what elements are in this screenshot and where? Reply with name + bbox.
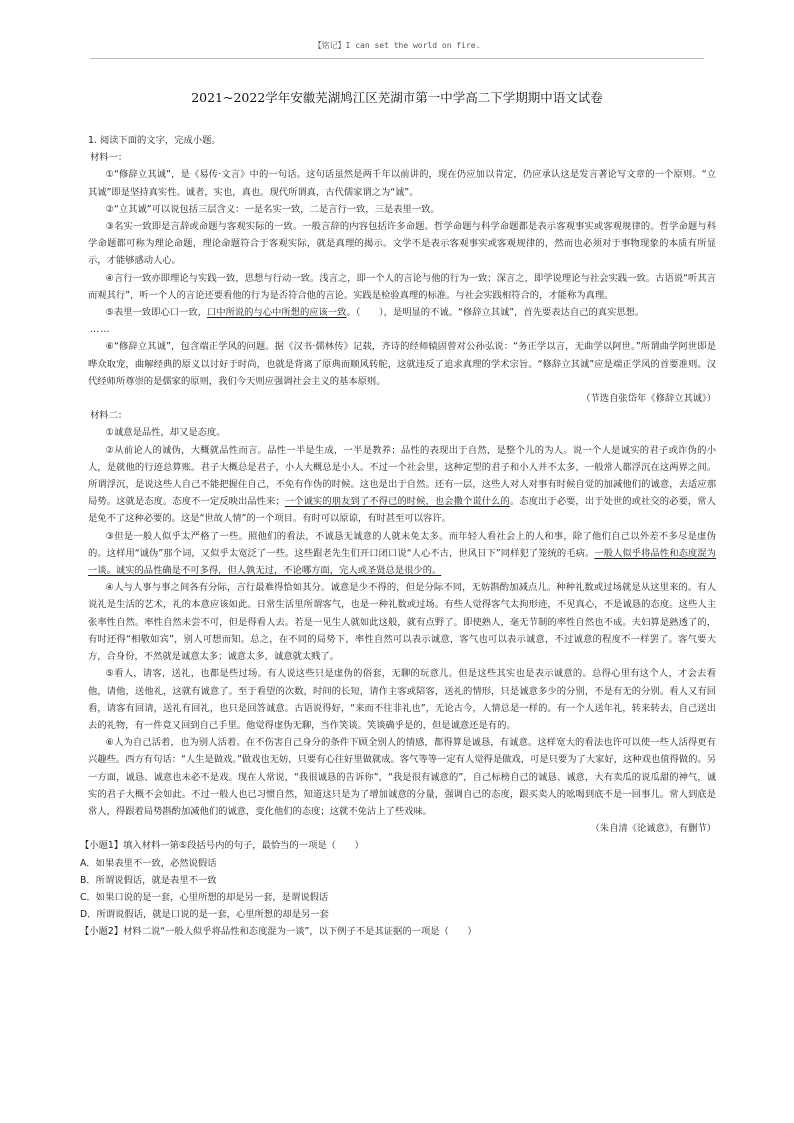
m2p3-text-a: ③但是一般人似乎太严格了一些。照他们的看法，不诚恳无诚意的人就未免太多。而年轻人看社会上的人和事，除了他们自己以外差不多尽是虚伪的。这样用“诚伪”那个词，又似乎太宽泛了一些。这些跟老先生们开口闭口说“人心不古，世风日下”同样犯了笼统的毛病。	[88, 530, 716, 559]
question-1: 【小题1】填入材料一第⑤段括号内的句子，最恰当的一项是（ ）	[80, 840, 364, 852]
material2-paragraph-4: ④人与人事与事之间各有分际，言行最难得恰如其分。诚意是少不得的，但是分际不同，无妨斟酌加减点儿。种种礼数或过场就是从这里来的。有人说礼是生活的艺术，礼的本意应该如此。日常生活里所谓客气，也是一种礼数或过场。有些人觉得客气太拘形迹，不见真心，不是诚恳的态度。这些人主张率性自然。率性自然未尝不可，但是得看人去。若是一见生人就如此这般，就有点野了。即使熟人，毫无节制的率性自然也不成。夫妇算是熟透了的，有时还得“相敬如宾”，别人可想而知。总之，在不同的局势下，率性自然可以表示诚意，客气也可以表示诚意，不过诚意的程度不一样罢了。客气要大方，合身份，不然就是诚意太多；诚意太多，诚意就太贱了。	[88, 582, 716, 663]
material2-paragraph-3	[88, 528, 716, 580]
material1-label: 材料一：	[90, 152, 128, 164]
material2-paragraph-5: ⑤看人，请客，送礼，也都是些过场。有人说这些只是虚伪的俗套，无聊的玩意儿。但是这些其实也是表示诚意的。总得心里有这个人，才会去看他，请他，送他礼，这就有诚意了。至于看望的次数，时间的长短，请作主客或陪客，送礼的情形，只是诚意多少的分别，不是有无的分别。看人又有回看，请客有回请，送礼有回礼，也只是回答诚意。古语说得好，“来而不往非礼也”，无论古今，人情总是一样的。有一个人送年礼，转来转去，自己送出去的礼物，有一件竟又回到自己手里。他觉得虚伪无聊，当作笑谈。笑谈确乎是的，但是诚意还是有的。	[88, 668, 716, 731]
ellipsis: ……	[90, 324, 111, 336]
material2-paragraph-1: ①诚意是品性，却又是态度。	[105, 427, 226, 439]
page-title: 2021~2022学年安徽芜湖鸠江区芜湖市第一中学高二下学期期中语文试卷	[191, 90, 603, 105]
m2p3-underlined: 一般人似乎将品性和态度混为一谈。诚实的品性确是不可多得，但人孰无过，不论哪方面，完人或圣贤总是很少的。	[88, 547, 716, 577]
document-body	[80, 132, 716, 941]
m1p5-text-a: ⑤表里一致即心口一致，	[105, 307, 207, 319]
material1-paragraph-4: ④言行一致亦即理论与实践一致，思想与行动一致。浅言之，即一个人的言论与他的行为一致；深言之，即学说理论与社会实践一致。古语说“听其言而观其行”，听一个人的言论还要看他的行为是否符合他的言论。实践是检验真理的标准。与社会实践相符合的，才能称为真理。	[88, 272, 716, 301]
material1-paragraph-5	[88, 304, 716, 321]
material2-paragraph-2	[88, 442, 716, 528]
question-1-option-c: C．如果口说的是一套，心里所想的却是另一套，是谓说假话	[80, 891, 329, 903]
material1-paragraph-2: ②“立其诚”可以说包括三层含义：一是名实一致，二是言行一致，三是表里一致。	[105, 203, 440, 215]
instruction: 1. 阅读下面的文字，完成小题。	[88, 135, 221, 146]
header-divider	[90, 58, 704, 59]
m2p2-underlined: 一个诚实的朋友到了不得已的时候，也会撒个谎什么的	[284, 496, 510, 508]
material1-paragraph-6: ⑥“修辞立其诚”，包含端正学风的问题。据《汉书·儒林传》记载，齐诗的经师辕固曾对公孙弘说：“务正学以言，无曲学以阿世。”所谓曲学阿世即是哗众取宠，曲解经典的原义以讨好于时尚，也就是背离了原典而顺风转舵，这就违反了追求真理的学术宗旨。“修辞立其诚”应是端正学风的首要准则。汉代经师所尊崇的是儒家的原则，我们今天则应强调社会主义的基本原则。	[88, 341, 716, 387]
material2-source: （朱自清《论诚意》，有删节）	[590, 823, 716, 835]
question-1-option-b: B．所谓说假话，就是表里不一致	[80, 874, 217, 886]
header-note: 【铭记】I can set the world on fire.	[313, 41, 481, 50]
material2-paragraph-6: ⑥人为自己活着，也为别人活着。在不伤害自己身分的条件下顾全别人的情感，都得算是诚恳，有诚意。这样宽大的看法也许可以使一些人活得更有兴趣些。西方有句话：“人生是做戏。”做戏也无妨，只要有心往好里做就成。客气等等一定有人觉得是做戏，可是只要为了大家好，这种戏也值得做的。另一方面，诚恳、诚意也未必不是戏。现在人常说，“我很诚恳的告诉你”，“我是很有诚意的”，自己标榜自己的诚恳、诚意，大有卖瓜的说瓜甜的神气，诚实的君子大概不会如此。不过一般人也已习惯自然，知道这只是为了增加诚意的分量，强调自己的态度，跟买卖人的吆喝到底不是一回事儿。常人到底是常人，得跟着局势斟酌加减他们的诚意，变化他们的态度；这就不免沾上了些戏味。	[88, 737, 716, 817]
material1-paragraph-3: ③名实一致即是言辞或命题与客观实际的一致。一般言辞的内容包括许多命题。哲学命题与科学命题都是表示客观事实或客观规律的。哲学命题与科学命题都可称为理论命题，理论命题符合于客观实际，就是真理的揭示。文学不是表示客观事实或客观规律的，然而也必须对于事物现象的本质有所显示，才能够感动人心。	[88, 221, 716, 267]
question-1-option-a: A．如果表里不一致，必然说假话	[80, 857, 217, 869]
material1-source: （节选自张岱年《修辞立其诚》）	[581, 393, 716, 405]
m2p2-text-a: ②从前论人的诚伪，大概就品性而言。品性一半是生成，一半是教养；品性的表现出于自然，是整个儿的为人。说一个人是诚实的君子或诈伪的小人，是就他的行迹总算账。君子大概总是君子，小人大概总是小人。不过一个社会里，这种定型的君子和小人并不太多，一般常人都浮沉在这两界之间。所谓浮沉，是说这些人自己不能把握住自己，不免有作伪的时候。这也是出于自然。还有一层，这些人对人对事有时候自觉的加减他们的诚意，去适应那局势。这就是态度。态度不一定反映出品性来；	[88, 444, 716, 508]
m2p2-text-c: 。态度出于必要，出于处世的或社交的必要，常人是免不了这种必要的。这是“世故人情”的一个项目。有时可以原谅，有时甚至可以容许。	[88, 496, 716, 525]
question-1-option-d: D．所谓说假话，就是口说的是一套，心里所想的却是另一套	[80, 909, 329, 921]
m1p5-text-c: 。（ ），是明显的不诚。“修辞立其诚”，首先要表达自己的真实思想。	[346, 307, 645, 319]
material2-label: 材料二：	[90, 410, 128, 422]
question-2: 【小题2】材料二说“一般人似乎将品性和态度混为一谈”，以下例子不是其证据的一项是（ ）	[80, 926, 477, 938]
material1-paragraph-1: ①“修辞立其诚”，是《易传·文言》中的一句话。这句话虽然是两千年以前讲的，现在仍应加以肯定，仍应承认这是发言著论写文章的一个原则。“立其诚”即是坚持真实性。诚者，实也，真也。现代所谓真，古代儒家谓之为“诚”。	[88, 169, 716, 198]
m1p5-underlined: 口中所说的与心中所想的应该一致	[206, 307, 347, 319]
